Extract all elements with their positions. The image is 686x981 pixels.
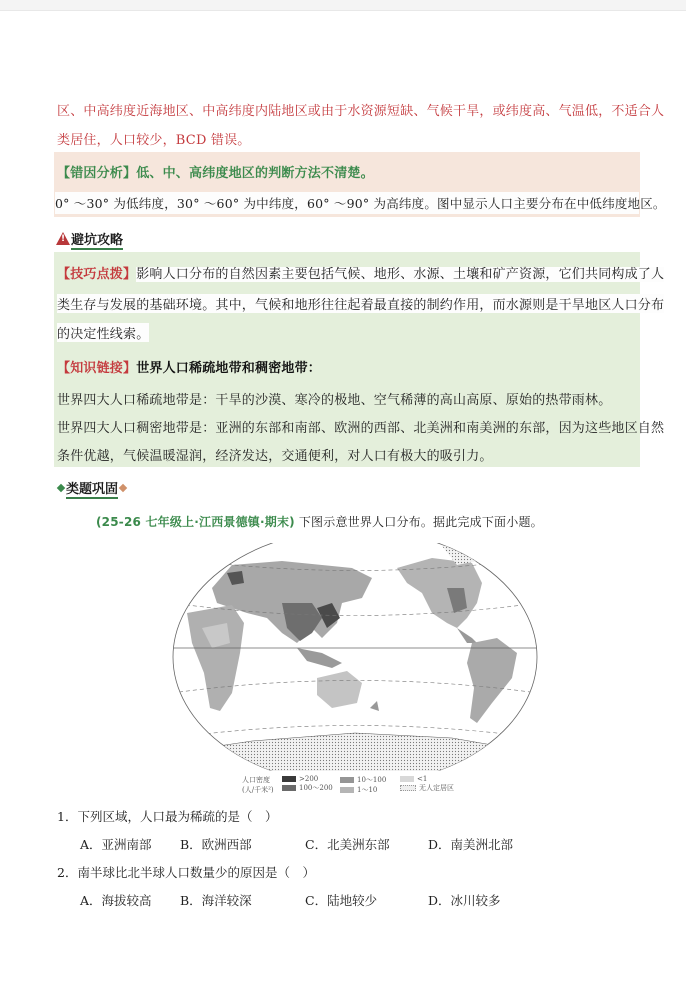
question-prompt: 下图示意世界人口分布。据此完成下面小题。 (298, 515, 543, 529)
q2-option-c[interactable]: C．陆地较少 (305, 893, 378, 908)
tips-tag: 【技巧点拨】 (57, 267, 137, 282)
avoid-pitfalls-heading: !避坑攻略 (56, 229, 123, 248)
error-analysis-tag: 【错因分析】 (57, 166, 137, 181)
knowledge-link-heading (57, 357, 321, 376)
dense-zones-line-1: 世界四大人口稠密地带是：亚洲的东部和南部、欧洲的西部、北美洲和南美洲的东部，因为这些地区自然 (57, 421, 665, 436)
q2-option-d[interactable]: D．冰川较多 (428, 893, 501, 908)
q1-option-c[interactable]: C．北美洲东部 (305, 837, 390, 852)
top-bar (0, 0, 686, 11)
knowledge-link-tag: 【知识链接】 (57, 361, 137, 376)
tips-line-1: 【技巧点拨】影响人口分布的自然因素主要包括气候、地形、水源、土壤和矿产资源，它们共同构成了人 (57, 267, 665, 282)
dense-zones-line-2: 条件优越，气候温暖湿润，经济发达，交通便利，对人口有极大的吸引力。 (57, 449, 493, 464)
tips-line-2: 类生存与发展的基础环境。其中，气候和地形往往起着最直接的制约作用，而水源则是干旱地区人口分布 (57, 294, 664, 313)
diamond-icon-right (119, 484, 127, 492)
explanation-line-2: 类居住，人口较少，BCD 错误。 (57, 133, 251, 148)
question-1-stem: 1．下列区域，人口最为稀疏的是（ ） (57, 809, 278, 824)
practice-intro (96, 513, 543, 530)
explanation-line-1: 区、中高纬度近海地区、中高纬度内陆地区或由于水资源短缺、气候干旱，或纬度高、气温低，不适合人 (57, 104, 665, 119)
knowledge-link-title: 世界人口稀疏地带和稠密地带： (136, 361, 322, 376)
error-analysis-title: 低、中、高纬度地区的判断方法不清楚。 (136, 166, 374, 181)
diamond-icon-left (57, 484, 65, 492)
q1-option-b[interactable]: B．欧洲西部 (180, 837, 252, 852)
q1-option-d[interactable]: D．南美洲北部 (428, 837, 514, 852)
error-analysis-heading (57, 162, 374, 181)
sparse-zones-text: 世界四大人口稀疏地带是：干旱的沙漠、寒冷的极地、空气稀薄的高山高原、原始的热带雨林。 (57, 393, 612, 408)
practice-heading: 类题巩固 (56, 478, 128, 497)
warning-icon (56, 232, 70, 245)
world-population-map (172, 543, 538, 771)
error-analysis-body: 0° ～30° 为低纬度，30° ～60° 为中纬度，60° ～90° 为高纬度。图中显示人口主要分布在中低纬度地区。 (55, 192, 639, 214)
question-2-stem: 2．南半球比北半球人口数量少的原因是（ ） (57, 865, 315, 880)
question-source: (25-26 七年级上·江西景德镇·期末) (96, 515, 295, 529)
q2-option-b[interactable]: B．海洋较深 (180, 893, 252, 908)
tips-line-3: 的决定性线索。 (57, 323, 149, 342)
q2-option-a[interactable]: A．海拔较高 (80, 893, 152, 908)
q1-option-a[interactable]: A．亚洲南部 (80, 837, 152, 852)
